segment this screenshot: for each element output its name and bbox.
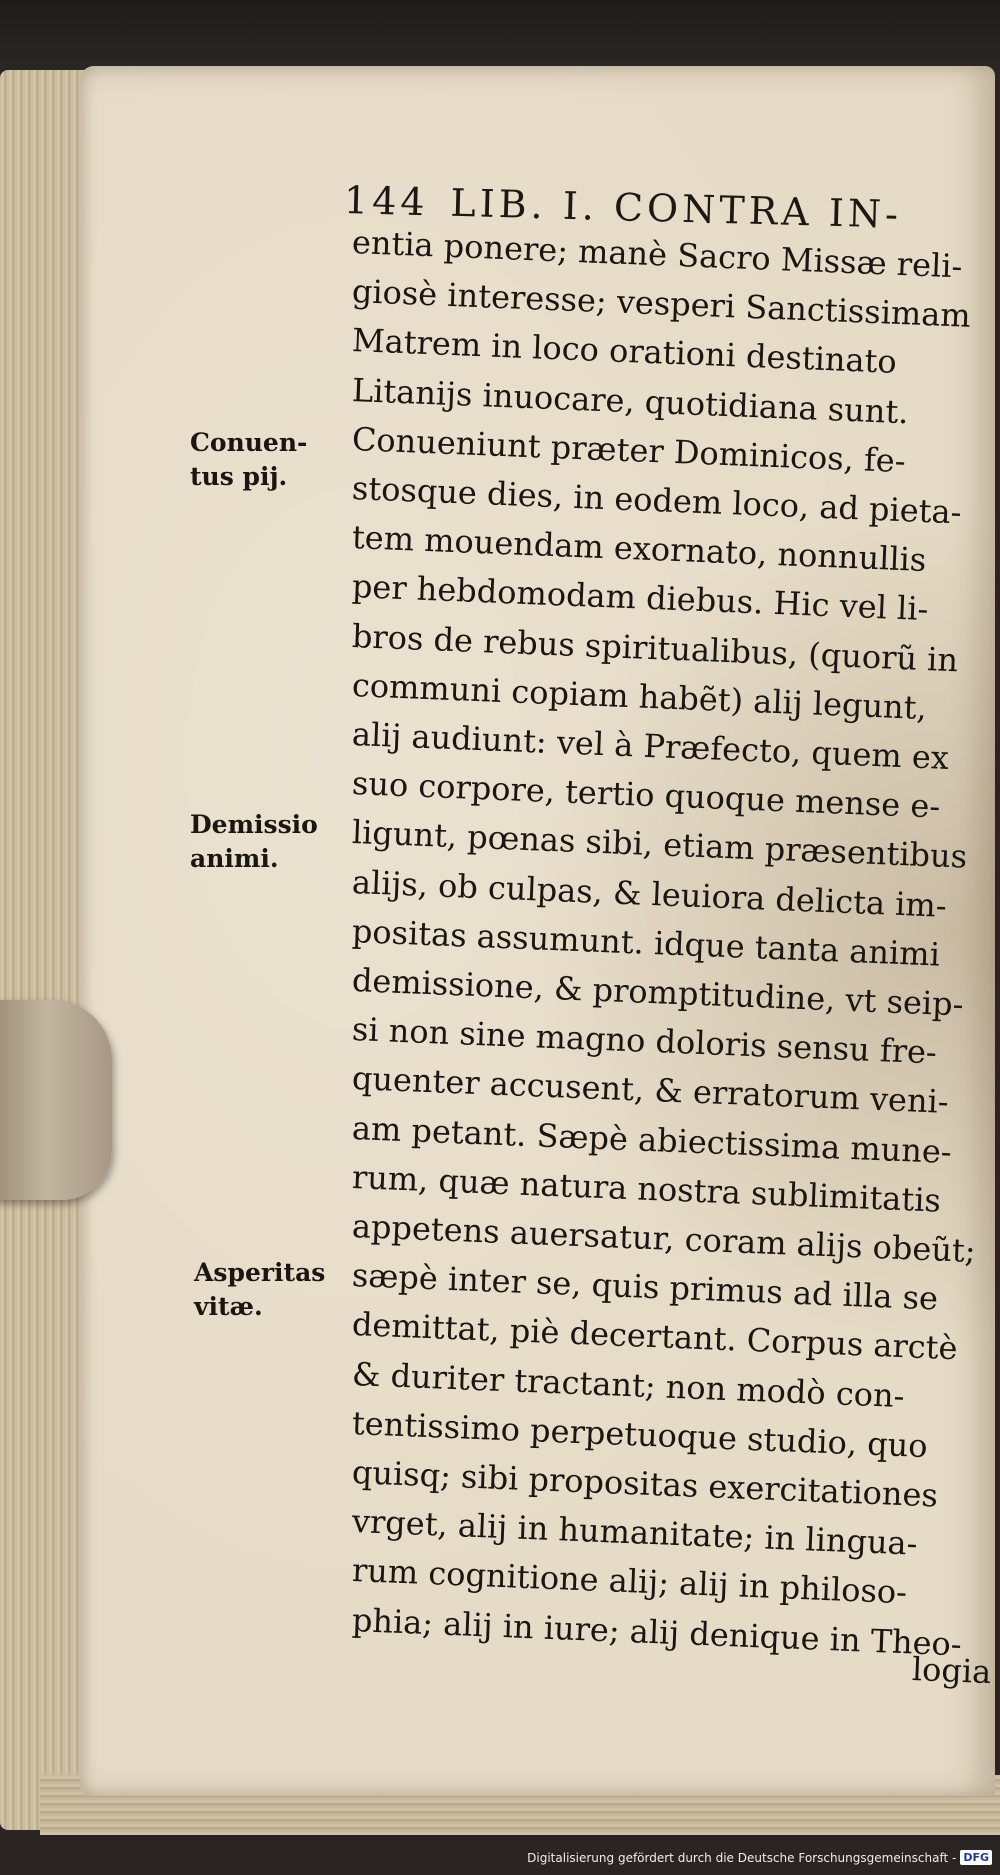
page-number: 144 [343,178,430,225]
text-line: appetens auersatur, coram alijs obeũt; [351,1207,977,1271]
text-line: sæpè inter se, quis primus ad illa se [351,1256,939,1318]
text-line: suo corpore, tertio quoque mense e- [351,764,941,826]
text-line: tem mouendam exornato, nonnullis [351,518,928,580]
text-line: tentissimo perpetuoque studio, quo [351,1403,929,1465]
text-line: am petant. Sæpè abiectissima mune- [351,1108,953,1171]
margin-note-line: animi. [190,844,279,873]
margin-note-conuentus [190,426,307,494]
text-line: quisq; sibi propositas exercitationes [351,1453,939,1515]
text-line: Litanijs inuocare, quotidiana sunt. [351,370,910,431]
text-line: phia; alij in iure; alij denique in Theo- [351,1600,963,1664]
text-line: quenter accusent, & erratorum veni- [351,1059,950,1122]
running-title: LIB. I. CONTRA IN- [449,180,903,237]
text-line: si non sine magno doloris sensu fre- [351,1010,938,1072]
text-line: rum, quæ natura nostra sublimitatis [351,1157,942,1220]
text-line: per hebdomodam diebus. Hic vel li- [351,567,930,629]
text-line: stosque dies, in eodem loco, ad pieta- [351,469,963,532]
text-line: vrget, alij in humanitate; in lingua- [351,1502,919,1563]
text-line: giosè interesse; vesperi Sanctissimam [351,272,972,336]
text-line: ligunt, pœnas sibi, etiam præsentibus [351,813,968,877]
margin-note-line: Conuen- [190,428,308,457]
text-line: entia ponere; manè Sacro Missæ reli- [351,223,964,286]
margin-note-line: Demissio [190,810,318,839]
dfg-logo: DFG [960,1850,992,1865]
text-line: demittat, piè decertant. Corpus arctè [351,1305,959,1368]
text-line: Matrem in loco orationi destinato [351,321,898,382]
body-text [351,218,993,1694]
text-line: Conueniunt præter Dominicos, fe- [351,419,907,481]
margin-note-asperitas [194,1256,325,1324]
margin-note-line: tus pij. [190,462,288,491]
text-line: bros de rebus spiritualibus, (quorũ in [351,616,959,679]
text-line: positas assumunt. idque tanta animi [351,911,941,974]
credit-text: Digitalisierung gefördert durch die Deutsche Forschungsgemeinschaft - [527,1850,957,1865]
text-line: communi copiam habẽt) alij legunt, [351,665,928,727]
margin-note-line: vitæ. [194,1292,263,1321]
margin-note-line: Asperitas [194,1258,326,1287]
catchword: logia [911,1649,993,1692]
text-line: alijs, ob culpas, & leuiora delicta im- [351,862,948,925]
margin-note-demissio [190,808,318,876]
text-line: alij audiunt: vel à Præfecto, quem ex [351,715,950,777]
digitization-credit [527,1850,992,1865]
bookmark-tab [0,1000,112,1200]
text-line: demissione, & promptitudine, vt seip- [351,961,965,1024]
text-line: & duriter tractant; non modò con- [351,1354,906,1415]
text-line: rum cognitione alij; alij in philoso- [351,1551,908,1612]
